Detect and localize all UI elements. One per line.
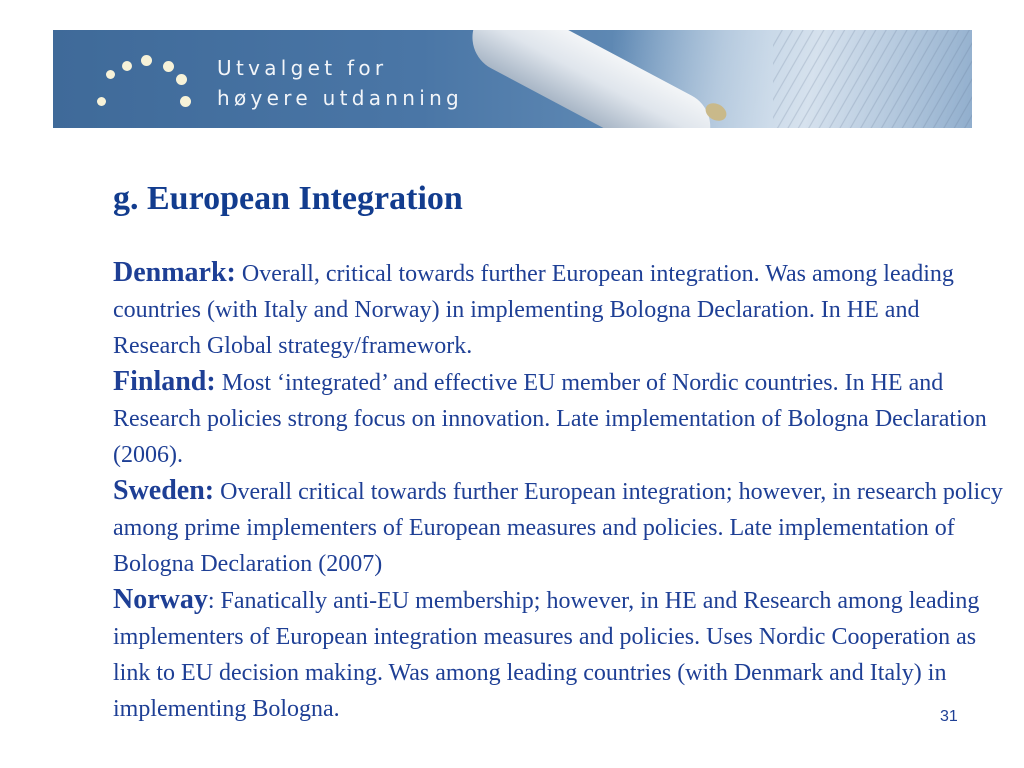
country-text-finland: Most ‘integrated’ and effective EU member of Nordic countries. In HE and Research policies strong focus on innovation. Late implementation of Bologna Declaration (2006). (113, 370, 987, 468)
logo-dot (163, 61, 174, 72)
country-text-norway: : Fanatically anti-EU membership; however, in HE and Research among leading implementers of European integration measures and policies. Uses Nordic Cooperation as link to EU decision making. Was among leading countries (with Denmark and Italy) in implementing Bologna. (113, 588, 980, 722)
logo-dot (176, 74, 187, 85)
country-text-denmark: Overall, critical towards further European integration. Was among leading countries (with Italy and Norway) in implementing Bologna Declaration. In HE and Research Global strategy/framework. (113, 261, 954, 359)
country-label-sweden: Sweden: (113, 475, 215, 506)
country-label-norway: Norway (113, 584, 208, 615)
header-banner (53, 30, 972, 128)
country-paragraph-norway (113, 582, 1009, 727)
org-name-line2: høyere utdanning (217, 86, 464, 110)
logo-dot (141, 55, 152, 66)
country-paragraph-finland (113, 364, 1009, 473)
banner-document-text-image (773, 30, 972, 128)
country-label-denmark: Denmark: (113, 257, 236, 288)
slide-title: g. European Integration (113, 180, 463, 217)
logo-dot (180, 96, 191, 107)
country-text-sweden: Overall critical towards further European integration; however, in research policy among prime implementers of European measures and policies. Late implementation of Bologna Declaration (2007) (113, 479, 1003, 577)
country-paragraph-sweden (113, 473, 1009, 582)
country-label-finland: Finland: (113, 366, 216, 397)
slide-body (113, 255, 1009, 727)
logo-dot (97, 97, 106, 106)
logo-dot (106, 70, 115, 79)
org-name-line1: Utvalget for (217, 56, 388, 80)
page-number: 31 (940, 708, 958, 725)
logo-dot (122, 61, 132, 71)
country-paragraph-denmark (113, 255, 1009, 364)
